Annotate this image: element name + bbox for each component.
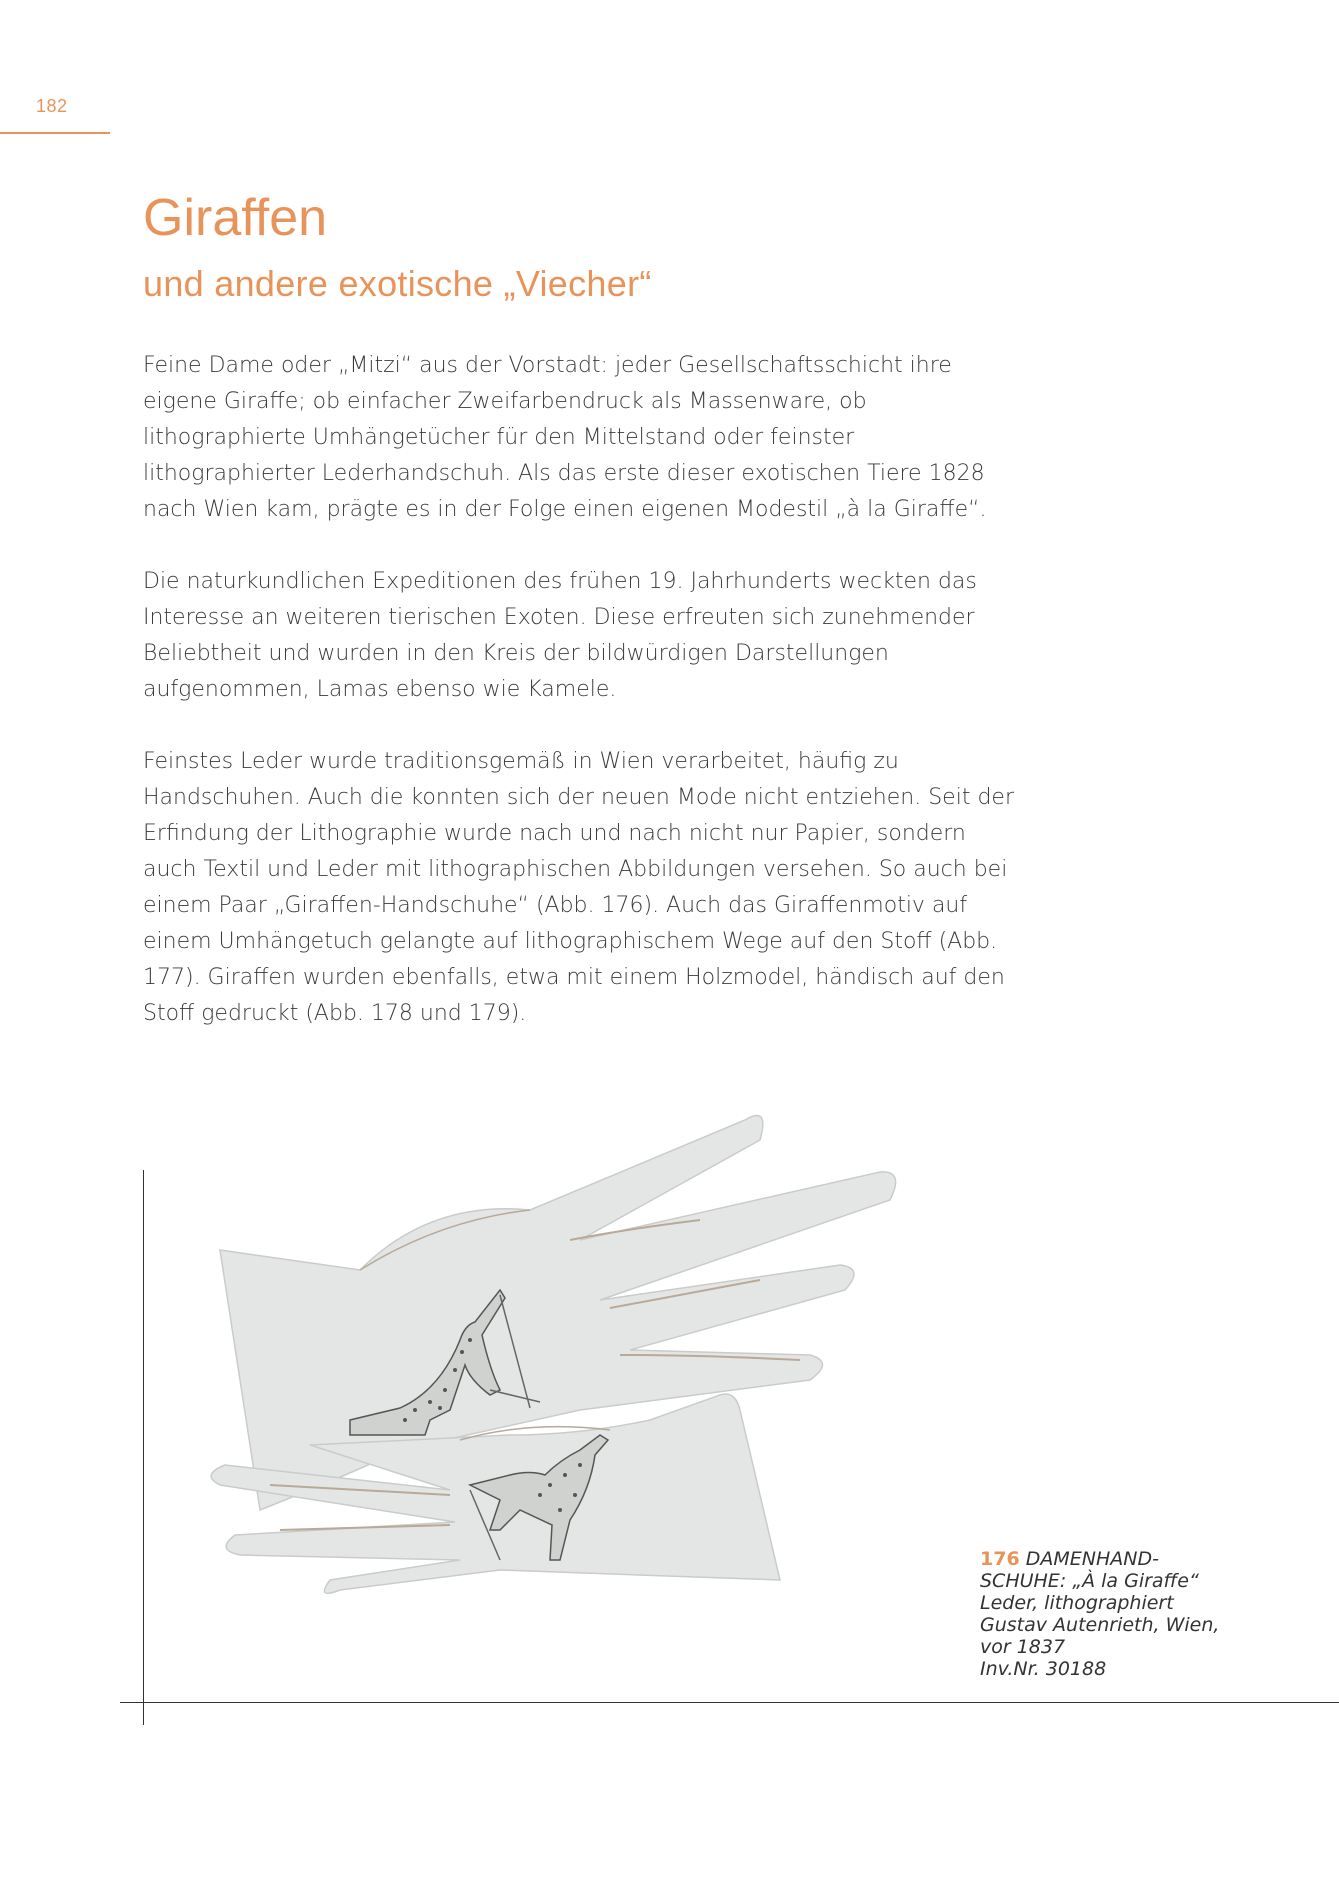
gloves-photo	[200, 1090, 920, 1654]
paragraph: Die naturkundlichen Expeditionen des frühen 19. Jahrhunderts weckten das Interesse an weiteren tierischen Exoten. Diese erfreuten sich zunehmender Beliebtheit und wurden in den Kreis der bildwürdigen Darstellungen aufgenommen, Lamas ebenso wie Kamele.	[143, 569, 977, 702]
caption-line: vor 1837	[980, 1636, 1066, 1658]
figure-frame-vertical-line	[143, 1170, 144, 1725]
page-subtitle: und andere exotische „Viecher“	[143, 263, 652, 304]
figure-frame-bottom-line	[120, 1702, 1339, 1703]
caption-line: Gustav Autenrieth, Wien,	[980, 1614, 1220, 1636]
page-number: 182	[36, 96, 68, 116]
gloves-illustration	[200, 1090, 920, 1650]
body-text	[143, 348, 1023, 1068]
caption-line: Leder, lithographiert	[980, 1592, 1174, 1614]
figure-caption	[980, 1548, 1280, 1680]
caption-line: Inv.Nr. 30188	[980, 1658, 1107, 1680]
figure-number: 176	[980, 1548, 1020, 1570]
paragraph: Feinstes Leder wurde traditionsgemäß in Wien verarbeitet, häufig zu Handschuhen. Auch die konnten sich der neuen Mode nicht entziehen. Seit der Erfindung der Lithographie wurde nach und nach nicht nur Papier, sondern auch Textil und Leder mit lithographischen Abbildungen versehen. So auch bei einem Paar „Giraffen-Handschuhe“ (Abb. 176). Auch das Giraffenmotiv auf einem Umhängetuch gelangte auf lithographischem Wege auf den Stoff (Abb. 177). Giraffen wurden ebenfalls, etwa mit einem Holzmodel, händisch auf den Stoff gedruckt (Abb. 178 und 179).	[143, 749, 1014, 1026]
caption-line: DAMENHAND-	[1025, 1548, 1159, 1570]
page-number-rule	[0, 132, 110, 134]
page-title: Giraffen	[143, 189, 328, 247]
paragraph: Feine Dame oder „Mitzi“ aus der Vorstadt: jeder Gesellschaftsschicht ihre eigene Giraffe; ob einfacher Zweifarbendruck als Massenware, ob lithographierte Umhängetücher für den Mittelstand oder feinster lithographierter Lederhandschuh. Als das erste dieser exotischen Tiere 1828 nach Wien kam, prägte es in der Folge einen eigenen Modestil „à la Giraffe“.	[143, 353, 987, 522]
caption-line: SCHUHE: „À la Giraffe“	[980, 1570, 1199, 1592]
